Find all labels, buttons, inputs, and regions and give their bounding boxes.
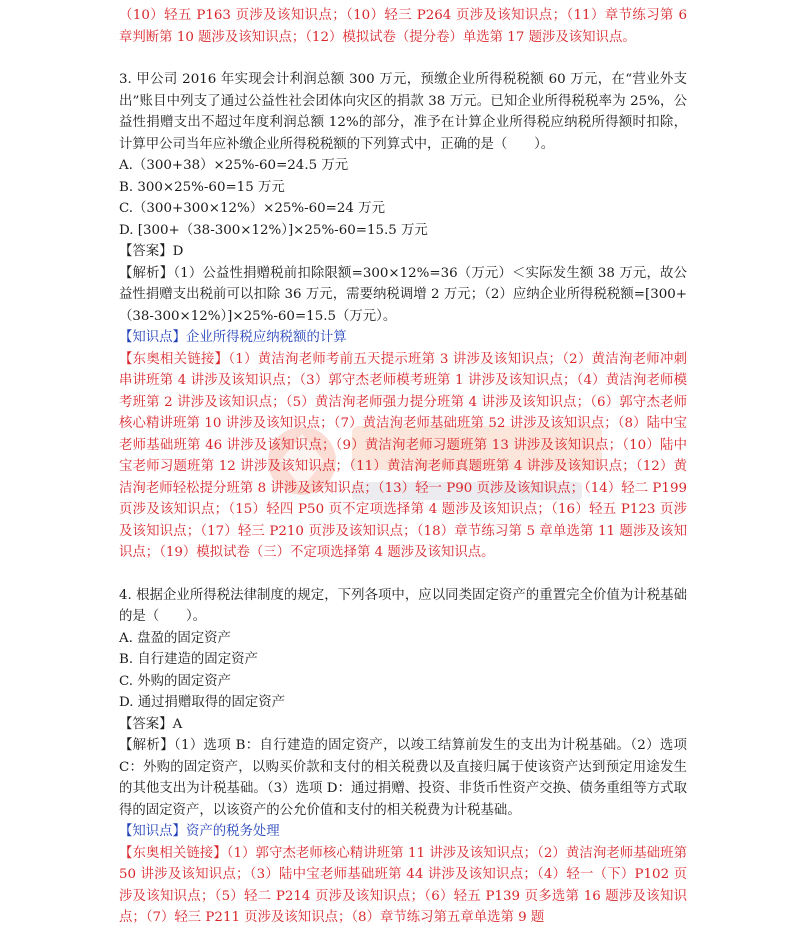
answer-value: A: [172, 716, 183, 732]
question-4-analysis: [119, 735, 687, 821]
question-3-option-d: D. [300+（38-300×12%）]×25%-60=15.5 万元: [119, 222, 428, 238]
question-4-option-d: D. 通过捐赠取得的固定资产: [119, 695, 286, 710]
knowledge-text: 资产的税务处理: [185, 824, 280, 839]
question-3-answer: [119, 241, 687, 263]
links-text: （1）黄洁洵老师考前五天提示班第 3 讲涉及该知识点；（2）黄洁洵老师冲刺串讲班第 4 讲涉及该知识点；（3）郭守杰老师模考班第 1 讲涉及该知识点；（4）黄洁洵老师模考班第 2 讲涉及该知识点；（5）黄洁洵老师强力提分班第 4 讲涉及该知识点；（6）郭守杰老师核心精讲班第 10 讲涉及该知识点；（7）黄洁洵老师基础班第 52 讲涉及该知识点；（8）陆中宝老师基础班第 46 讲涉及该知识点；（9）黄洁洵老师习题班第 13 讲涉及该知识点；（10）陆中宝老师习题班第 12 讲涉及该知识点；（11）黄洁洵老师真题班第 4 讲涉及该知识点；（12）黄洁洵老师轻松提分班第 8 讲涉及该知识点；（13）轻一 P90 页涉及该知识点；（14）轻二 P199 页涉及该知识点；（15）轻四 P50 页不定项选择第 4 题涉及该知识点；（16）轻五 P123 页涉及该知识点；（17）轻三 P210 页涉及该知识点；（18）章节练习第 5 章单选第 11 题涉及该知识点；（19）模拟试卷（三）不定项选择第 4 题涉及该知识点。: [119, 351, 688, 560]
question-4-links: [119, 843, 687, 929]
answer-label: 【答案】: [119, 244, 173, 259]
question-3-analysis: [119, 263, 687, 328]
question-3-option-a: A.（300+38）×25%-60=24.5 万元: [119, 158, 349, 173]
links-label: 【东奥相关链接】: [119, 351, 229, 367]
question-3-stem: 3. 甲公司 2016 年实现会计利润总额 300 万元，预缴企业所得税税额 60 万元，在“营业外支出”账目中列支了通过公益性社会团体向灾区的捐款 38 万元。已知企业所得税税率为 25%，公益性捐赠支出不超过年度利润总额 12%的部分，准予在计算企业所得税应纳税所得额时扣除，计算甲公司当年应补缴企业所得税税额的下列算式中，正确的是（ ）。: [119, 72, 687, 152]
knowledge-label: 【知识点】: [119, 330, 186, 345]
question-4-option-b: B. 自行建造的固定资产: [119, 652, 258, 667]
document-page: [119, 5, 687, 929]
analysis-text: （1）公益性捐赠税前扣除限额=300×12%=36（万元）＜实际发生额 38 万元，故公益性捐赠支出税前可以扣除 36 万元，需要纳税调增 2 万元；（2）应纳企业所得税税额=[300+（38-300×12%）]×25%-60=15.5（万元）。: [119, 265, 688, 324]
analysis-text: （1）选项 B：自行建造的固定资产，以竣工结算前发生的支出为计税基础。（2）选项 C：外购的固定资产，以购买价款和支付的相关税费以及直接归属于使该资产达到预定用途发生的其他支出为计税基础。（3）选项 D：通过捐赠、投资、非货币性资产交换、债务重组等方式取得的固定资产，以该资产的公允价值和支付的相关税费为计税基础。: [119, 738, 688, 818]
question-4: [119, 585, 687, 929]
question-4-knowledge: [119, 821, 687, 843]
prev-question-links: （10）轻五 P163 页涉及该知识点；（10）轻三 P264 页涉及该知识点；（11）章节练习第 6 章判断第 10 题涉及该知识点；（12）模拟试卷（提分卷）单选第 17 题涉及该知识点。: [119, 8, 687, 45]
analysis-label: 【解析】: [119, 738, 174, 753]
links-text: （1）郭守杰老师核心精讲班第 11 讲涉及该知识点；（2）黄洁洵老师基础班第 50 讲涉及该知识点；（3）陆中宝老师基础班第 44 讲涉及该知识点；（4）轻一（下）P102 页涉及该知识点；（5）轻二 P214 页涉及该知识点；（6）轻五 P139 页多选第 16 题涉及该知识点；（7）轻三 P211 页涉及该知识点；（8）章节练习第五章单选第 9 题: [119, 845, 687, 925]
question-3-links: [119, 349, 687, 564]
question-4-answer: [119, 714, 687, 736]
answer-value: D: [172, 244, 184, 259]
question-4-stem: 4. 根据企业所得税法律制度的规定，下列各项中，应以同类固定资产的重置完全价值为计税基础的是（ ）。: [119, 587, 687, 624]
question-3: [119, 69, 687, 564]
question-3-option-b: B. 300×25%-60=15 万元: [119, 179, 285, 195]
knowledge-text: 企业所得税应纳税额的计算: [185, 330, 347, 345]
knowledge-label: 【知识点】: [119, 824, 186, 839]
links-label: 【东奥相关链接】: [119, 845, 227, 861]
question-3-option-c: C.（300+300×12%）×25%-60=24 万元: [119, 201, 385, 216]
analysis-label: 【解析】: [119, 265, 174, 281]
answer-label: 【答案】: [119, 716, 173, 732]
question-4-option-c: C. 外购的固定资产: [119, 673, 232, 689]
question-4-option-a: A. 盘盈的固定资产: [119, 630, 231, 646]
question-3-knowledge: [119, 327, 687, 349]
